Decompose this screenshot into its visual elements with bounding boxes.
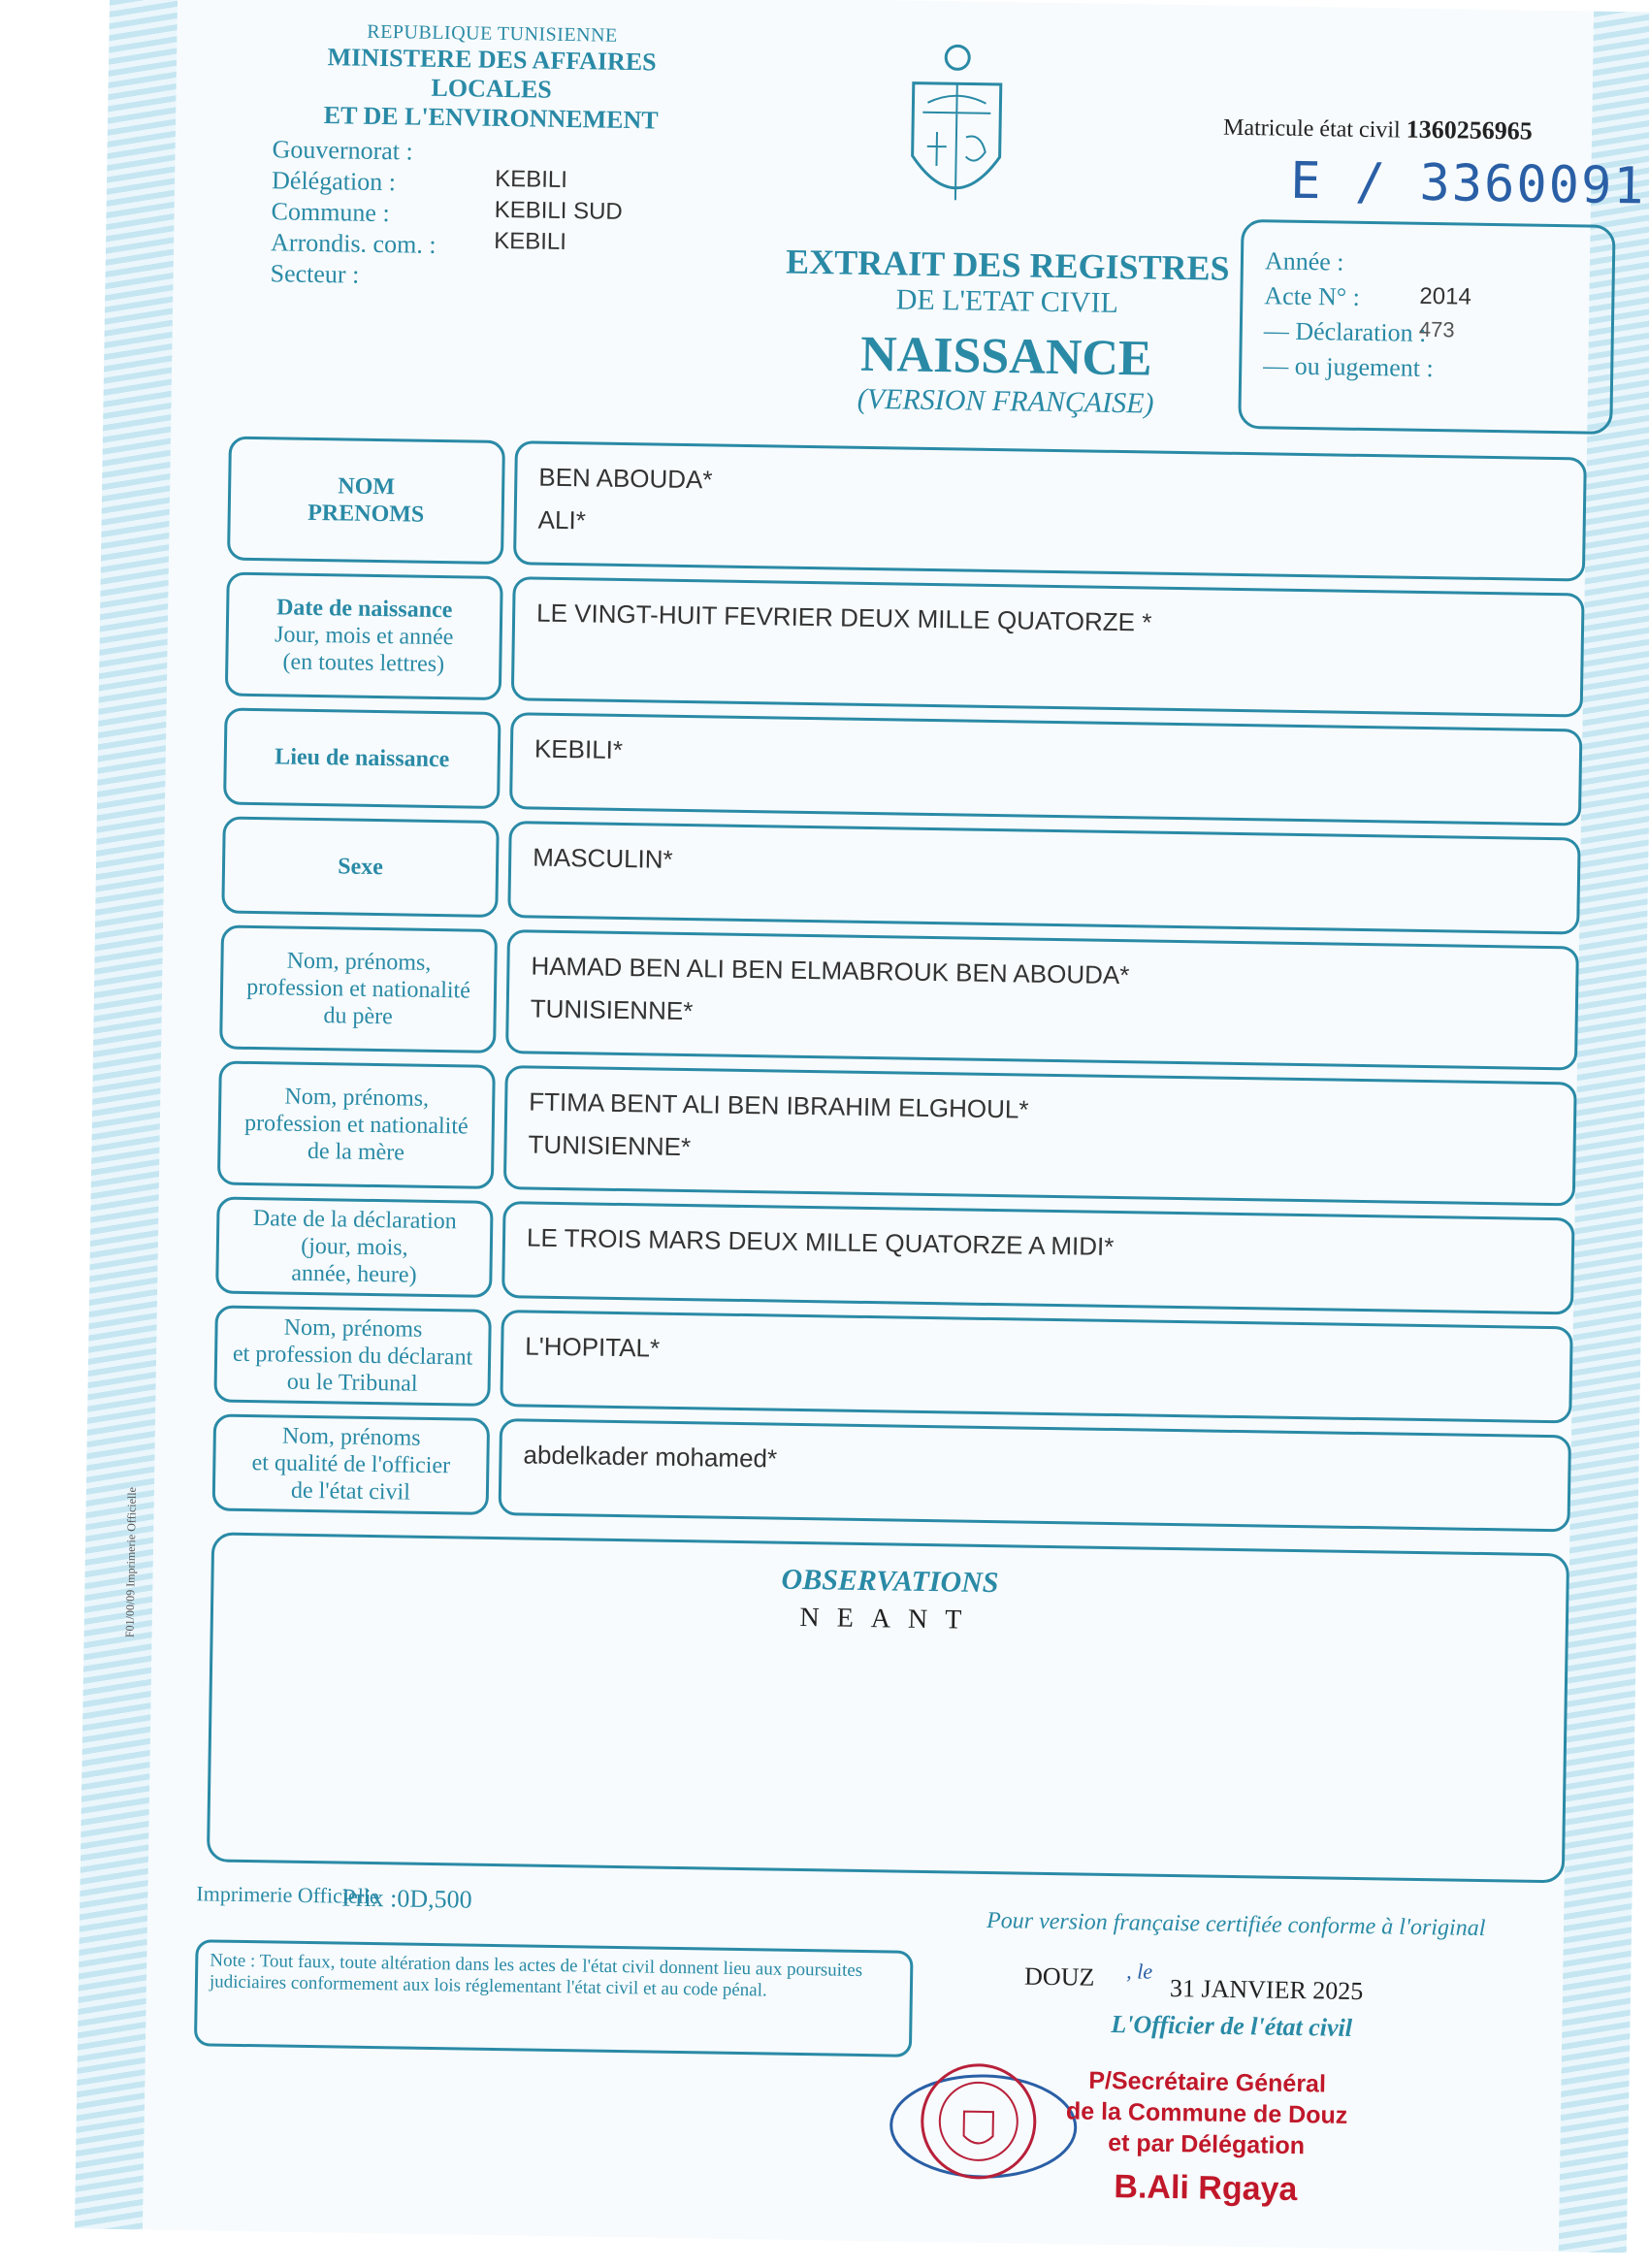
declaration-label: — Déclaration : — [1263, 316, 1427, 347]
republic-label: REPUBLIQUE TUNISIENNE — [367, 20, 618, 47]
observations-title: OBSERVATIONS — [781, 1563, 999, 1600]
matricule-label: Matricule état civil — [1222, 114, 1401, 144]
signatory-name: B.Ali Rgaya — [1114, 2168, 1298, 2209]
label-line-2: (jour, mois, — [300, 1233, 408, 1261]
observations-value: NEANT — [799, 1602, 980, 1636]
label-line-3: (en toutes lettres) — [282, 649, 445, 678]
acte-labels — [1263, 243, 1436, 386]
row-value — [507, 821, 1580, 934]
row-label — [219, 924, 498, 1053]
arrondissement-value: KEBILI — [493, 227, 567, 256]
value-declarant: L'HOPITAL* — [525, 1331, 661, 1363]
label-line-1: Date de la déclaration — [252, 1206, 457, 1235]
registration-stamp: E / 3360091 — [1289, 151, 1647, 216]
decorative-border-left — [75, 0, 178, 2229]
secteur-label: Secteur : — [270, 259, 360, 289]
signature-line-2: de la Commune de Douz — [1065, 2097, 1348, 2129]
row-label — [212, 1413, 491, 1514]
ministry-line-2: ET DE L'ENVIRONNEMENT — [323, 101, 659, 135]
signature-block — [1064, 2064, 1348, 2210]
row-label — [217, 1060, 496, 1188]
row-sexe — [221, 817, 1580, 935]
price-label: Prix :0D,500 — [341, 1883, 472, 1914]
row-value — [511, 576, 1585, 717]
value-prenoms: ALI* — [537, 504, 587, 535]
row-officier — [212, 1413, 1571, 1532]
label-line-2: Jour, mois et année — [274, 622, 454, 651]
value-date-naissance: LE VINGT-HUIT FEVRIER DEUX MILLE QUATORZE * — [535, 598, 1152, 637]
row-pere — [219, 924, 1579, 1070]
row-value — [503, 1065, 1577, 1206]
title-naissance: NAISSANCE — [859, 326, 1153, 387]
label-line-1: Nom, prénoms — [281, 1423, 421, 1451]
legal-note — [194, 1939, 914, 2057]
commune-value: KEBILI SUD — [494, 196, 623, 225]
arrondissement-label: Arrondis. com. : — [270, 228, 436, 259]
note-text: Tout faux, toute altération dans les actes de l'état civil donnent lieu aux poursuites judiciaires conformement aux lois réglementant l'état civil et au code pénal. — [209, 1951, 863, 2001]
imprimerie-label: Imprimerie Officielle — [196, 1881, 379, 1909]
declaration-value: 473 — [1418, 316, 1455, 342]
label-line-3: de la mère — [307, 1138, 405, 1166]
side-print-mark: F01/00/09 Imprimerie Officielle — [122, 1486, 139, 1638]
matricule-value: 1360256965 — [1406, 114, 1533, 146]
admin-labels — [270, 134, 437, 292]
record-table — [211, 437, 1586, 1544]
label-line-1: Nom, prénoms, — [286, 948, 432, 976]
label-line-2: et qualité de l'officier — [251, 1450, 451, 1479]
title-version: (VERSION FRANÇAISE) — [857, 382, 1154, 420]
delegation-value: KEBILI — [494, 165, 568, 194]
issue-le: , le — [1126, 1959, 1153, 1984]
row-lieu-naissance — [223, 708, 1582, 826]
delegation-label: Délégation : — [271, 166, 397, 197]
note-label: Note : — [210, 1950, 256, 1972]
admin-values — [494, 164, 624, 259]
value-pere-nom: HAMAD BEN ALI BEN ELMABROUK BEN ABOUDA* — [531, 951, 1130, 990]
row-label — [225, 572, 503, 700]
ministry-header — [287, 19, 696, 136]
label-lieu-naissance: Lieu de naissance — [275, 744, 450, 773]
value-officier: abdelkader mohamed* — [523, 1440, 778, 1474]
issue-date: 31 JANVIER 2025 — [1169, 1973, 1364, 2006]
row-date-naissance — [225, 572, 1585, 718]
row-declarant — [213, 1305, 1572, 1423]
title-extrait: EXTRAIT DES REGISTRES — [785, 242, 1230, 288]
value-mere-nom: FTIMA BENT ALI BEN IBRAHIM ELGHOUL* — [529, 1086, 1029, 1124]
row-value — [500, 1310, 1572, 1423]
value-sexe: MASCULIN* — [532, 842, 673, 874]
jugement-label: — ou jugement : — [1263, 351, 1434, 383]
signature-line-3: et par Délégation — [1107, 2129, 1306, 2160]
value-lieu-naissance: KEBILI* — [534, 733, 624, 764]
label-line-1: Nom, prénoms — [283, 1314, 423, 1343]
row-value — [499, 1418, 1571, 1532]
label-prenoms: PRENOMS — [307, 500, 425, 528]
label-line-2: profession et nationalité — [246, 974, 471, 1004]
ministry-line-1: MINISTERE DES AFFAIRES LOCALES — [327, 43, 657, 104]
value-pere-nationalite: TUNISIENNE* — [530, 993, 694, 1026]
label-line-1: Nom, prénoms, — [284, 1084, 430, 1112]
official-seal-icon — [886, 2057, 1082, 2195]
row-label — [213, 1305, 492, 1406]
value-nom: BEN ABOUDA* — [538, 462, 713, 495]
signature-line-1: P/Secrétaire Général — [1088, 2066, 1327, 2098]
coat-of-arms-icon — [902, 39, 1012, 225]
issue-place: DOUZ — [1023, 1961, 1095, 1992]
row-label — [221, 817, 500, 918]
officer-title: L'Officier de l'état civil — [1111, 2010, 1353, 2042]
commune-label: Commune : — [271, 197, 390, 228]
row-value — [501, 1201, 1574, 1314]
annee-label: Année : — [1264, 246, 1344, 276]
label-line-1: Date de naissance — [275, 595, 453, 624]
label-line-2: et profession du déclarant — [232, 1341, 473, 1371]
birth-certificate-sheet — [75, 0, 1649, 2252]
acte-number-label: Acte N° : — [1264, 281, 1361, 311]
value-date-declaration: LE TROIS MARS DEUX MILLE QUATORZE A MIDI* — [526, 1222, 1115, 1261]
gouvernorat-label: Gouvernorat : — [272, 135, 413, 166]
label-line-3: du père — [323, 1003, 393, 1030]
row-mere — [217, 1060, 1577, 1206]
row-label — [223, 708, 501, 809]
row-value — [509, 712, 1582, 826]
certification-text: Pour version française certifiée conforme à l'original — [986, 1908, 1486, 1942]
value-mere-nationalite: TUNISIENNE* — [528, 1129, 692, 1162]
row-nom — [227, 437, 1587, 582]
row-date-declaration — [215, 1196, 1574, 1314]
label-line-2: profession et nationalité — [243, 1110, 469, 1140]
document-titles — [772, 241, 1241, 422]
matricule — [1223, 113, 1533, 146]
label-sexe: Sexe — [338, 854, 384, 881]
row-value — [513, 440, 1587, 581]
label-line-3: de l'état civil — [290, 1477, 411, 1506]
row-value — [505, 929, 1579, 1070]
row-label — [215, 1196, 494, 1297]
acte-number-value: 2014 — [1419, 282, 1472, 310]
label-line-3: année, heure) — [291, 1260, 417, 1288]
title-etat-civil: DE L'ETAT CIVIL — [895, 283, 1119, 319]
row-label — [227, 437, 505, 565]
label-line-3: ou le Tribunal — [286, 1369, 418, 1397]
label-nom: NOM — [338, 473, 396, 501]
observations-box — [207, 1532, 1569, 1883]
